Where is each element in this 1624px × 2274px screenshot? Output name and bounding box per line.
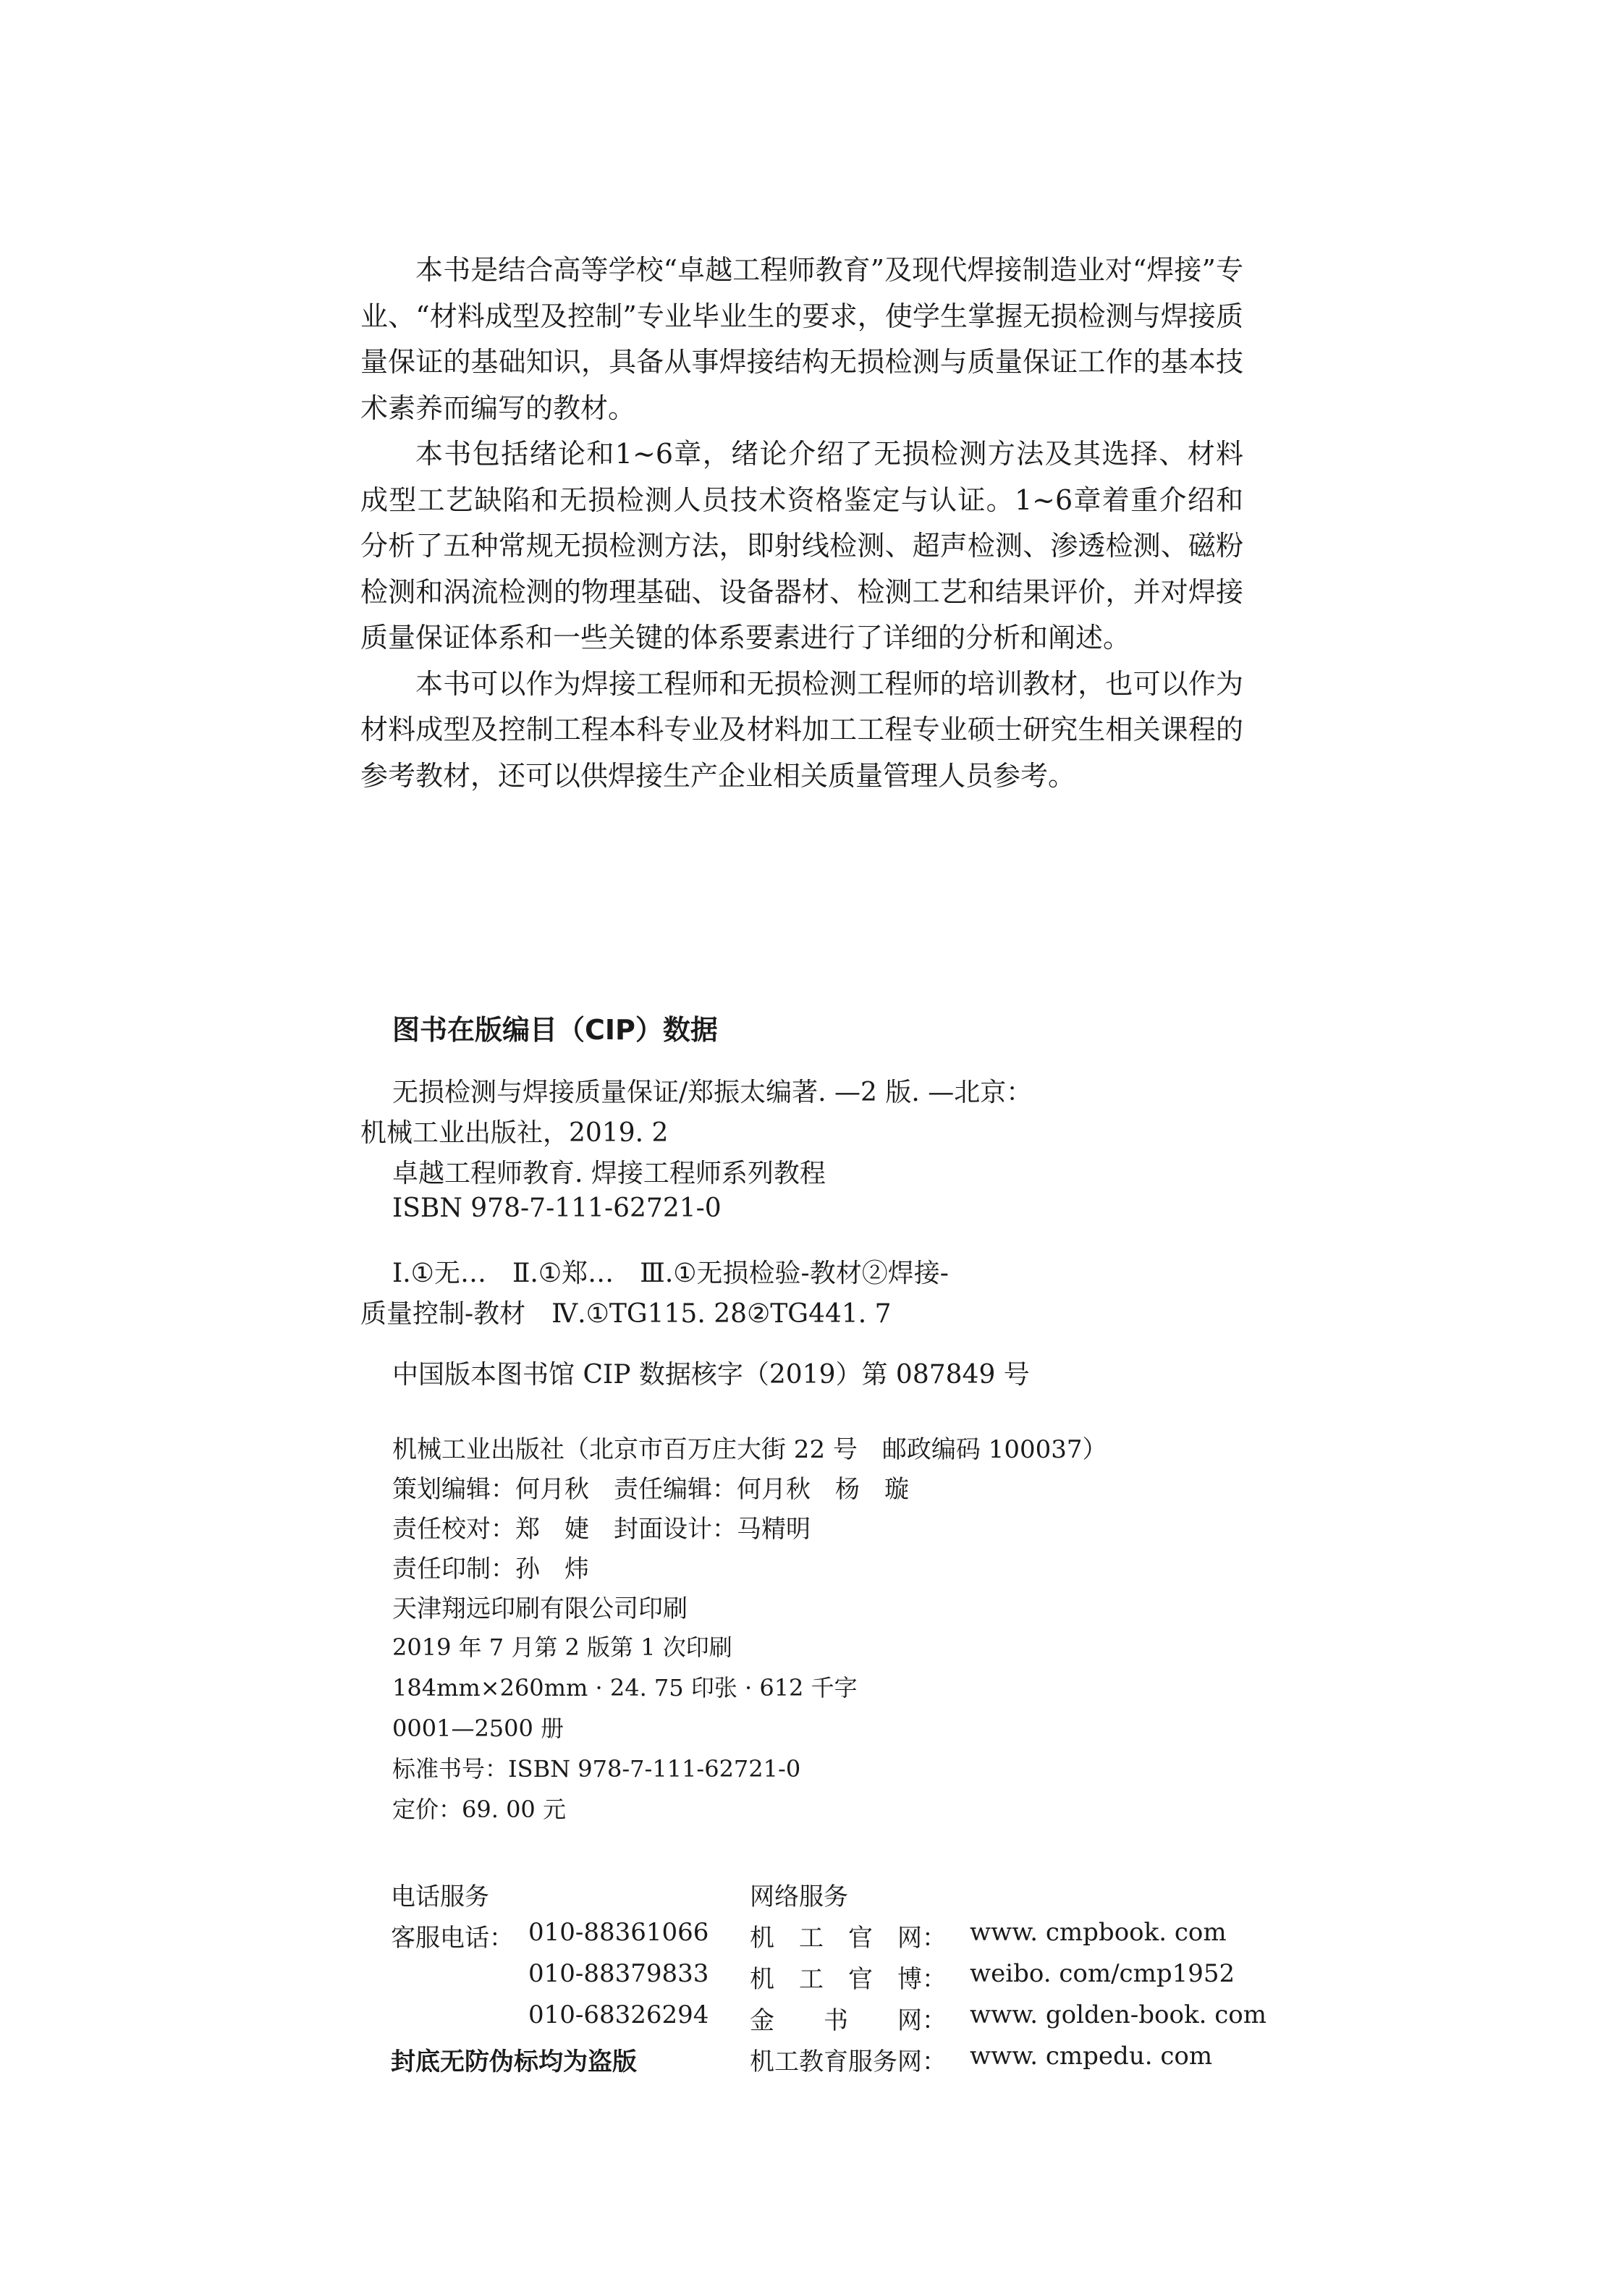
- intro-paragraph: 本书是结合高等学校“卓越工程师教育”及现代焊接制造业对“焊接”专业、“材料成型及控制”专业毕业生的要求，使学生掌握无损检测与焊接质量保证的基础知识，具备从事焊接结构无损检测与质量保证工作的基本技术素养而编写的教材。: [360, 254, 1243, 424]
- web-value: www. cmpedu. com: [970, 2042, 1213, 2071]
- cip-number: 中国版本图书馆 CIP 数据核字（2019）第 087849 号: [392, 1360, 1030, 1390]
- phone-number: 010-88379833: [528, 1959, 709, 1988]
- edition-line: 2019 年 7 月第 2 版第 1 次印刷: [392, 1633, 732, 1661]
- web-label: 金 书 网：: [750, 2006, 947, 2035]
- web-label: 机 工 官 博：: [750, 1965, 947, 1994]
- publisher-line: 机械工业出版社（北京市百万庄大街 22 号 邮政编码 100037）: [392, 1435, 1107, 1464]
- cip-isbn: ISBN 978-7-111-62721-0: [392, 1193, 722, 1223]
- phone-number: 010-68326294: [528, 2000, 709, 2029]
- printer-line: 天津翔远印刷有限公司印刷: [392, 1594, 688, 1623]
- cip-heading: 图书在版编目（CIP）数据: [392, 1014, 718, 1046]
- web-value: weibo. com/cmp1952: [970, 1959, 1235, 1988]
- cip-entry-line1: 无损检测与焊接质量保证/郑振太编著. —2 版. —北京：: [392, 1078, 1033, 1107]
- anti-piracy-warning: 封底无防伪标均为盗版: [391, 2047, 637, 2076]
- network-service-heading: 网络服务: [750, 1882, 848, 1911]
- cip-subject-line2: 质量控制-教材 Ⅳ.①TG115. 28②TG441. 7: [360, 1299, 892, 1329]
- intro-paragraph: 本书可以作为焊接工程师和无损检测工程师的培训教材，也可以作为材料成型及控制工程本科专业及材料加工工程专业硕士研究生相关课程的参考教材，还可以供焊接生产企业相关质量管理人员参考。: [360, 667, 1243, 792]
- cip-subject-line1: Ⅰ.①无… Ⅱ.①郑… Ⅲ.①无损检验-教材②焊接-: [392, 1259, 949, 1288]
- phone-service-heading: 电话服务: [391, 1882, 489, 1911]
- intro-paragraph: 本书包括绪论和1~6章，绪论介绍了无损检测方法及其选择、材料成型工艺缺陷和无损检测人员技术资格鉴定与认证。1~6章着重介绍和分析了五种常规无损检测方法，即射线检测、超声检测、渗透检测、磁粉检测和涡流检测的物理基础、设备器材、检测工艺和结果评价，并对焊接质量保证体系和一些关键的体系要素进行了详细的分析和阐述。: [360, 438, 1243, 654]
- printing-manager-line: 责任印制：孙 炜: [392, 1555, 589, 1584]
- standard-number-line: 标准书号：ISBN 978-7-111-62721-0: [392, 1755, 801, 1783]
- format-line: 184mm×260mm · 24. 75 印张 · 612 千字: [392, 1674, 858, 1702]
- web-value: www. golden-book. com: [970, 2000, 1266, 2029]
- editors-line: 策划编辑：何月秋 责任编辑：何月秋 杨 璇: [392, 1475, 909, 1504]
- cip-entry-line2: 机械工业出版社，2019. 2: [360, 1118, 669, 1148]
- copies-line: 0001—2500 册: [392, 1715, 564, 1742]
- web-value: www. cmpbook. com: [970, 1918, 1227, 1947]
- cip-series: 卓越工程师教育. 焊接工程师系列教程: [392, 1159, 826, 1188]
- web-label: 机 工 官 网：: [750, 1924, 947, 1953]
- book-introduction: [360, 248, 1243, 799]
- price-line: 定价：69. 00 元: [392, 1796, 566, 1823]
- web-label: 机工教育服务网：: [750, 2047, 947, 2076]
- phone-number: 010-88361066: [528, 1918, 709, 1947]
- proofreader-designer-line: 责任校对：郑 婕 封面设计：马精明: [392, 1515, 811, 1544]
- phone-label: 客服电话：: [391, 1924, 514, 1953]
